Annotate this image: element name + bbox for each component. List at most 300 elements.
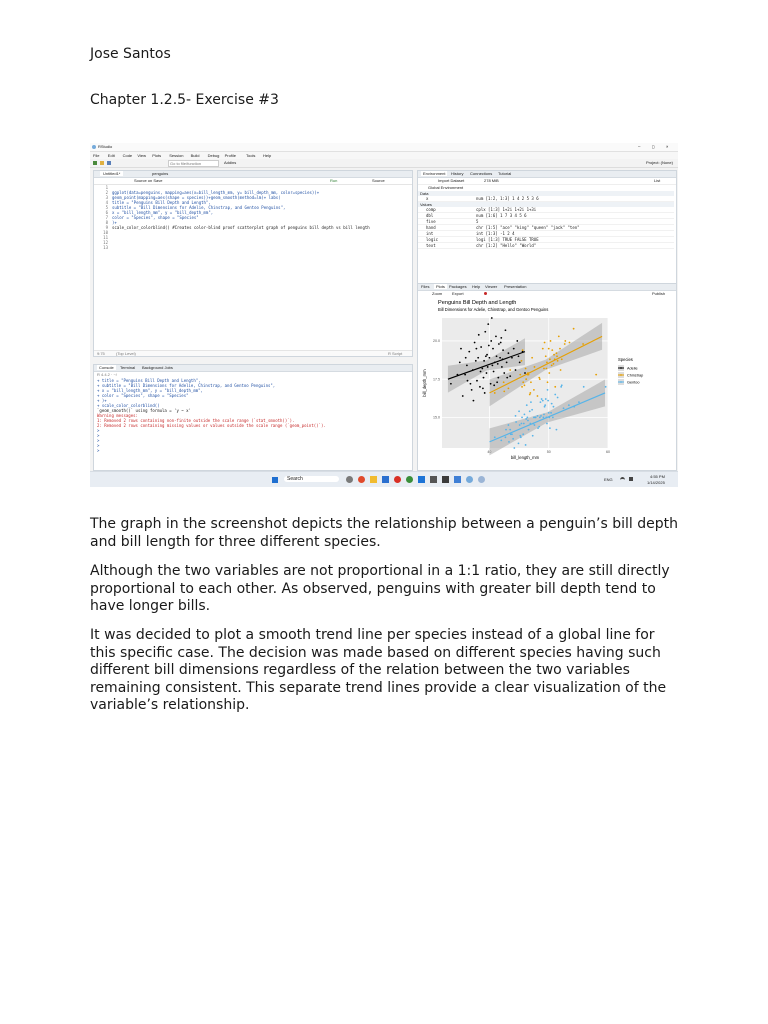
legend-key-point (620, 374, 622, 376)
legend-title: Species (618, 357, 633, 362)
data-point (460, 348, 462, 350)
data-point (519, 435, 521, 437)
volume-icon[interactable] (629, 477, 633, 481)
editor-statusbar (94, 350, 412, 356)
code-text: x = "bill_length_mm", y = "bill_depth_mm", (112, 210, 214, 215)
data-point (474, 342, 476, 344)
env-var-name: dbl (426, 213, 434, 218)
data-point (497, 377, 499, 379)
app-icon-7[interactable] (418, 476, 425, 483)
editor-pane (93, 170, 413, 357)
maximize-icon[interactable]: □ (652, 144, 655, 149)
data-point (491, 317, 493, 319)
data-point (509, 369, 511, 371)
data-point (538, 426, 540, 428)
run-button[interactable]: Run (330, 178, 338, 183)
data-point (564, 340, 566, 342)
legend-label: Chinstrap (627, 373, 644, 378)
line-number: 6 (105, 210, 108, 215)
data-point (512, 438, 514, 440)
data-point (476, 380, 478, 382)
data-point (553, 406, 555, 408)
memory-usage[interactable]: 278 MiB (484, 178, 499, 183)
data-point (556, 429, 558, 431)
source-button[interactable]: Source (372, 178, 385, 183)
tab-connections[interactable]: Connections (470, 171, 493, 176)
env-section-values: Values (418, 202, 674, 207)
data-point (542, 417, 544, 419)
data-point (560, 369, 562, 371)
data-point (509, 429, 511, 431)
data-point (529, 410, 531, 412)
code-editor[interactable] (94, 185, 410, 250)
data-point (505, 436, 507, 438)
data-point (500, 439, 502, 441)
scope-indicator[interactable]: (Top Level) (116, 351, 136, 356)
data-point (546, 423, 548, 425)
data-point (525, 378, 527, 380)
data-point (518, 355, 520, 357)
data-point (522, 381, 524, 383)
data-point (480, 371, 482, 373)
data-point (450, 383, 452, 385)
data-point (595, 374, 597, 376)
data-point (493, 371, 495, 373)
menu-item-tools[interactable]: Tools (246, 153, 256, 158)
menu-item-code[interactable]: Code (122, 153, 133, 158)
data-point (511, 357, 513, 359)
data-point (492, 348, 494, 350)
console-tabs (94, 365, 412, 372)
data-point (466, 365, 468, 367)
data-point (482, 387, 484, 389)
data-point (471, 389, 473, 391)
data-point (485, 355, 487, 357)
app-icon-4[interactable] (382, 476, 389, 483)
line-number: 7 (105, 215, 108, 220)
data-point (528, 429, 530, 431)
console-line: + color = "Species", shape = "Species" (97, 393, 189, 398)
remove-plot-icon[interactable] (484, 292, 487, 295)
data-point (573, 328, 575, 330)
env-var-value: chr [1:2] "Hello" "World" (476, 243, 537, 248)
legend-label: Gentoo (627, 380, 640, 385)
menu-item-plots[interactable]: Plots (152, 153, 162, 158)
data-point (520, 436, 522, 438)
line-number: 1 (105, 185, 108, 190)
x-tick-label: 60 (606, 450, 610, 454)
data-point (534, 366, 536, 368)
tab-files[interactable]: Files (421, 284, 430, 289)
line-number: 13 (103, 245, 108, 250)
data-point (505, 429, 507, 431)
menu-item-file[interactable]: File (93, 153, 100, 158)
data-point (538, 377, 540, 379)
line-number: 10 (103, 230, 108, 235)
env-var-value: num [1:2, 1:3] 1 4 2 5 3 6 (476, 196, 539, 201)
menu-item-session[interactable]: Session (169, 153, 184, 158)
console-line: `geom_smooth()` using formula = 'y ~ x' (97, 408, 191, 413)
chart-title: Penguins Bill Depth and Length (438, 300, 517, 306)
data-point (483, 360, 485, 362)
tab-help[interactable]: Help (472, 284, 481, 289)
app-icon-6[interactable] (406, 476, 413, 483)
data-point (459, 361, 461, 363)
source-on-save-checkbox[interactable]: Source on Save (134, 178, 163, 183)
data-point (543, 368, 545, 370)
data-point (501, 366, 503, 368)
data-point (554, 386, 556, 388)
line-number: 9 (105, 225, 108, 230)
data-point (533, 389, 535, 391)
files-tabs (418, 284, 676, 291)
console-line: 1: Removed 2 rows containing non-finite outside the scale range (`stat_smooth()`). (97, 418, 295, 423)
data-point (537, 395, 539, 397)
console-line: Warning messages: (97, 413, 138, 418)
import-dataset-button[interactable]: Import Dataset (438, 178, 465, 183)
data-point (531, 409, 533, 411)
data-point (532, 435, 534, 437)
console-line: + title = "Penguins Bill Depth and Length", (97, 378, 201, 383)
app-icon-8[interactable] (430, 476, 437, 483)
data-point (548, 348, 550, 350)
data-point (557, 360, 559, 362)
data-point (535, 417, 537, 419)
data-point (521, 423, 523, 425)
data-point (502, 349, 504, 351)
plot-svg (418, 298, 674, 469)
tab-history[interactable]: History (451, 171, 464, 176)
data-point (519, 424, 521, 426)
data-point (552, 417, 554, 419)
tab-untitled1[interactable]: Untitled1* (100, 171, 123, 176)
console-line: + subtitle = "Bill Dimensions for Adelie, Chinstrap, and Gentoo Penguins", (97, 383, 276, 388)
data-point (493, 384, 495, 386)
data-point (506, 361, 508, 363)
data-point (503, 381, 505, 383)
data-point (578, 401, 580, 403)
code-text: title = "Penguins Bill Depth and Length", (112, 200, 211, 205)
data-point (559, 348, 561, 350)
data-point (546, 361, 548, 363)
app-icon-2[interactable] (358, 476, 365, 483)
data-point (561, 358, 563, 360)
data-point (490, 383, 492, 385)
data-point (547, 381, 549, 383)
data-point (515, 369, 517, 371)
windows-taskbar (90, 471, 678, 487)
addins-button[interactable]: Addins (224, 160, 237, 165)
tab-tutorial[interactable]: Tutorial (498, 171, 512, 176)
tab-terminal[interactable]: Terminal (120, 365, 136, 370)
legend-key-point (620, 367, 622, 369)
plots-pane (417, 283, 677, 471)
data-point (526, 404, 528, 406)
data-point (475, 360, 477, 362)
data-point (545, 355, 547, 357)
menu-item-help[interactable]: Help (263, 153, 272, 158)
data-point (541, 398, 543, 400)
data-point (475, 348, 477, 350)
line-number: 12 (103, 240, 108, 245)
data-point (515, 415, 517, 417)
data-point (551, 403, 553, 405)
data-point (515, 421, 517, 423)
data-point (522, 433, 524, 435)
data-point (513, 348, 515, 350)
data-point (496, 381, 498, 383)
menu-item-view[interactable]: View (137, 153, 146, 158)
code-text: ggplot(data=penguins, mapping=aes(x=bill_length_mm, y= bill_depth_mm, color=species))+ (112, 190, 320, 195)
tab-penguins[interactable]: penguins (152, 171, 169, 176)
data-point (553, 363, 555, 365)
data-point (496, 355, 498, 357)
data-point (484, 392, 486, 394)
data-point (564, 343, 566, 345)
data-point (549, 358, 551, 360)
legend-label: Adelie (627, 366, 638, 371)
data-point (548, 372, 550, 374)
data-point (542, 348, 544, 350)
env-var-value: int [1:3] -1 2 4 (476, 231, 515, 236)
env-row[interactable] (418, 243, 674, 249)
console-line: > (97, 438, 100, 443)
data-point (468, 351, 470, 353)
data-point (526, 417, 528, 419)
data-point (543, 413, 545, 415)
main-toolbar (90, 159, 678, 168)
app-icon-12[interactable] (478, 476, 485, 483)
line-number: 5 (105, 205, 108, 210)
menu-item-edit[interactable]: Edit (107, 153, 115, 158)
x-tick-label: 40 (487, 450, 492, 454)
data-point (506, 377, 508, 379)
paragraph-2: Although the two variables are not proportional in a 1:1 ratio, they are still directly proportional to each other. As observed, penguins with greater bill depth tend to have longer bills. (90, 563, 670, 615)
data-point (465, 357, 467, 359)
data-point (530, 381, 532, 383)
editor-tabs (94, 171, 412, 178)
data-point (464, 374, 466, 376)
taskbar-time[interactable]: 4:55 PM (650, 474, 665, 479)
paragraph-1: The graph in the screenshot depicts the relationship between a penguin’s bill depth and bill length for three different species. (90, 516, 679, 550)
windows-start-icon[interactable] (272, 477, 278, 483)
window-titlebar (90, 143, 678, 152)
export-button[interactable]: Export (452, 291, 464, 296)
tab-background-jobs[interactable]: Background Jobs (142, 365, 173, 370)
data-point (544, 406, 546, 408)
data-point (487, 366, 489, 368)
data-point (508, 387, 510, 389)
data-point (524, 372, 526, 374)
data-point (545, 398, 547, 400)
legend-key-point (620, 381, 622, 383)
env-var-value: cplx [1:3] 1+2i 1+2i 1+3i (476, 207, 537, 212)
paragraph-3: It was decided to plot a smooth trend line per species instead of a global line for this specific case. The decision was made based on different species having such different bill dimensions regardless of the relation between the two variables remaining consistent. This separate trend lines provide a clear visualization of the variable’s relationship. (90, 627, 667, 714)
app-icon-5[interactable] (394, 476, 401, 483)
x-tick-label: 50 (546, 450, 551, 454)
environment-tabs (418, 171, 676, 178)
zoom-button[interactable]: Zoom (432, 291, 443, 296)
publish-button[interactable]: Publish (652, 291, 666, 296)
data-point (568, 404, 570, 406)
env-var-name: int (426, 231, 434, 236)
app-icon-10[interactable] (454, 476, 461, 483)
data-point (487, 323, 489, 325)
env-var-value: chr [1:5] "ace" "king" "queen" "jack" "ten" (476, 225, 580, 230)
console-output[interactable] (97, 378, 407, 453)
minimize-icon[interactable]: – (638, 144, 641, 149)
goto-file-input[interactable]: Go to file/function (168, 160, 219, 167)
console-line: + )+ (97, 398, 107, 403)
data-point (549, 427, 551, 429)
tab-console[interactable]: Console (99, 365, 114, 370)
tab-viewer[interactable]: Viewer (485, 284, 498, 289)
author-name: Jose Santos (90, 46, 171, 62)
line-number: 8 (105, 220, 108, 225)
data-point (534, 424, 536, 426)
global-environment-dropdown[interactable]: Global Environment (428, 185, 464, 190)
data-point (497, 363, 499, 365)
data-point (508, 424, 510, 426)
data-point (563, 407, 565, 409)
console-line: > (97, 428, 100, 433)
env-var-name: hand (426, 225, 436, 230)
line-number: 11 (103, 235, 108, 240)
env-var-value: logi [1:3] TRUE FALSE TRUE (476, 237, 539, 242)
data-point (494, 392, 496, 394)
tab-packages[interactable]: Packages (449, 284, 467, 289)
data-point (490, 340, 492, 342)
data-point (522, 349, 524, 351)
y-axis-label: bill_depth_mm (422, 369, 427, 397)
data-point (550, 412, 552, 414)
data-point (500, 342, 502, 344)
line-number: 2 (105, 190, 108, 195)
data-point (558, 335, 560, 337)
app-icon-9[interactable] (442, 476, 449, 483)
menu-item-profile[interactable]: Profile (224, 153, 236, 158)
data-point (537, 415, 539, 417)
project-menu[interactable]: Project: (None) (646, 160, 673, 165)
data-point (554, 394, 556, 396)
plots-toolbar (418, 291, 676, 297)
data-point (505, 329, 507, 331)
data-point (519, 374, 521, 376)
data-point (521, 360, 523, 362)
data-point (521, 386, 523, 388)
data-point (467, 380, 469, 382)
new-file-icon[interactable] (93, 161, 97, 165)
data-point (483, 377, 485, 379)
tab-plots[interactable]: Plots (436, 284, 445, 289)
console-line: > (97, 448, 100, 453)
data-point (542, 400, 544, 402)
console-line: > (97, 443, 100, 448)
env-var-value: 5 (476, 219, 479, 224)
data-point (524, 384, 526, 386)
data-point (550, 340, 552, 342)
data-point (537, 427, 539, 429)
close-icon[interactable]: × (666, 144, 669, 149)
env-var-name: x (426, 196, 429, 201)
env-var-name: text (426, 243, 436, 248)
data-point (527, 420, 529, 422)
app-icon-1[interactable] (346, 476, 353, 483)
menu-item-build[interactable]: Build (190, 153, 200, 158)
tab-environment[interactable]: Environment (423, 171, 446, 176)
chart-subtitle: Bill Dimensions for Adelie, Chinstrap, and Gentoo Penguins (438, 307, 549, 312)
app-icon-11[interactable] (466, 476, 473, 483)
tab-presentation[interactable]: Presentation (504, 284, 527, 289)
console-pane (93, 364, 413, 471)
data-point (545, 368, 547, 370)
data-point (480, 346, 482, 348)
code-line (94, 245, 410, 250)
y-tick-label: 15.0 (433, 415, 440, 420)
data-point (582, 343, 584, 345)
cursor-position: 9:75 (97, 351, 105, 356)
list-view-button[interactable]: List (654, 178, 661, 183)
data-point (516, 340, 518, 342)
data-point (569, 342, 571, 344)
data-point (529, 392, 531, 394)
x-axis-label: bill_length_mm (510, 455, 540, 460)
data-point (525, 418, 527, 420)
console-line: + x = "bill_length_mm", y = "bill_depth_mm", (97, 388, 203, 393)
code-text: )+ (112, 220, 117, 225)
open-file-icon[interactable] (100, 161, 104, 165)
data-point (524, 413, 526, 415)
save-icon[interactable] (107, 161, 111, 165)
data-point (495, 335, 497, 337)
data-point (553, 354, 555, 356)
wifi-icon[interactable] (620, 477, 625, 483)
data-point (489, 357, 491, 359)
env-var-name: logic (426, 237, 439, 242)
data-point (523, 423, 525, 425)
data-point (529, 394, 531, 396)
data-point (525, 368, 527, 370)
data-point (462, 395, 464, 397)
app-icon-3[interactable] (370, 476, 377, 483)
data-point (547, 400, 549, 402)
data-point (525, 444, 527, 446)
data-point (548, 412, 550, 414)
code-text: scale_color_colorblind() #Creates color-blind proof scatterplot graph of penguins bill depth vs bill length (112, 225, 370, 230)
data-point (539, 378, 541, 380)
taskbar-date[interactable]: 1/14/2025 (647, 480, 665, 485)
window-title: RStudio (98, 144, 113, 149)
console-path: R 4.4.2 · ~/ (97, 372, 117, 377)
language-indicator[interactable]: ENG (604, 477, 613, 482)
menu-bar (90, 152, 678, 159)
data-point (551, 365, 553, 367)
data-point (477, 357, 479, 359)
environment-table (418, 191, 674, 249)
code-text: subtitle = "Bill Dimensions for Adelie, Chinstrap, and Gentoo Penguins", (112, 205, 286, 210)
environment-scope (418, 184, 676, 191)
data-point (503, 391, 505, 393)
menu-item-debug[interactable]: Debug (207, 153, 220, 158)
env-row[interactable] (418, 196, 674, 202)
console-line: + scale_color_colorblind() (97, 403, 160, 408)
data-point (530, 401, 532, 403)
file-type-indicator[interactable]: R Script (388, 351, 403, 356)
data-point (539, 417, 541, 419)
taskbar-search[interactable]: Search (284, 476, 339, 482)
data-point (518, 443, 520, 445)
data-point (540, 415, 542, 417)
